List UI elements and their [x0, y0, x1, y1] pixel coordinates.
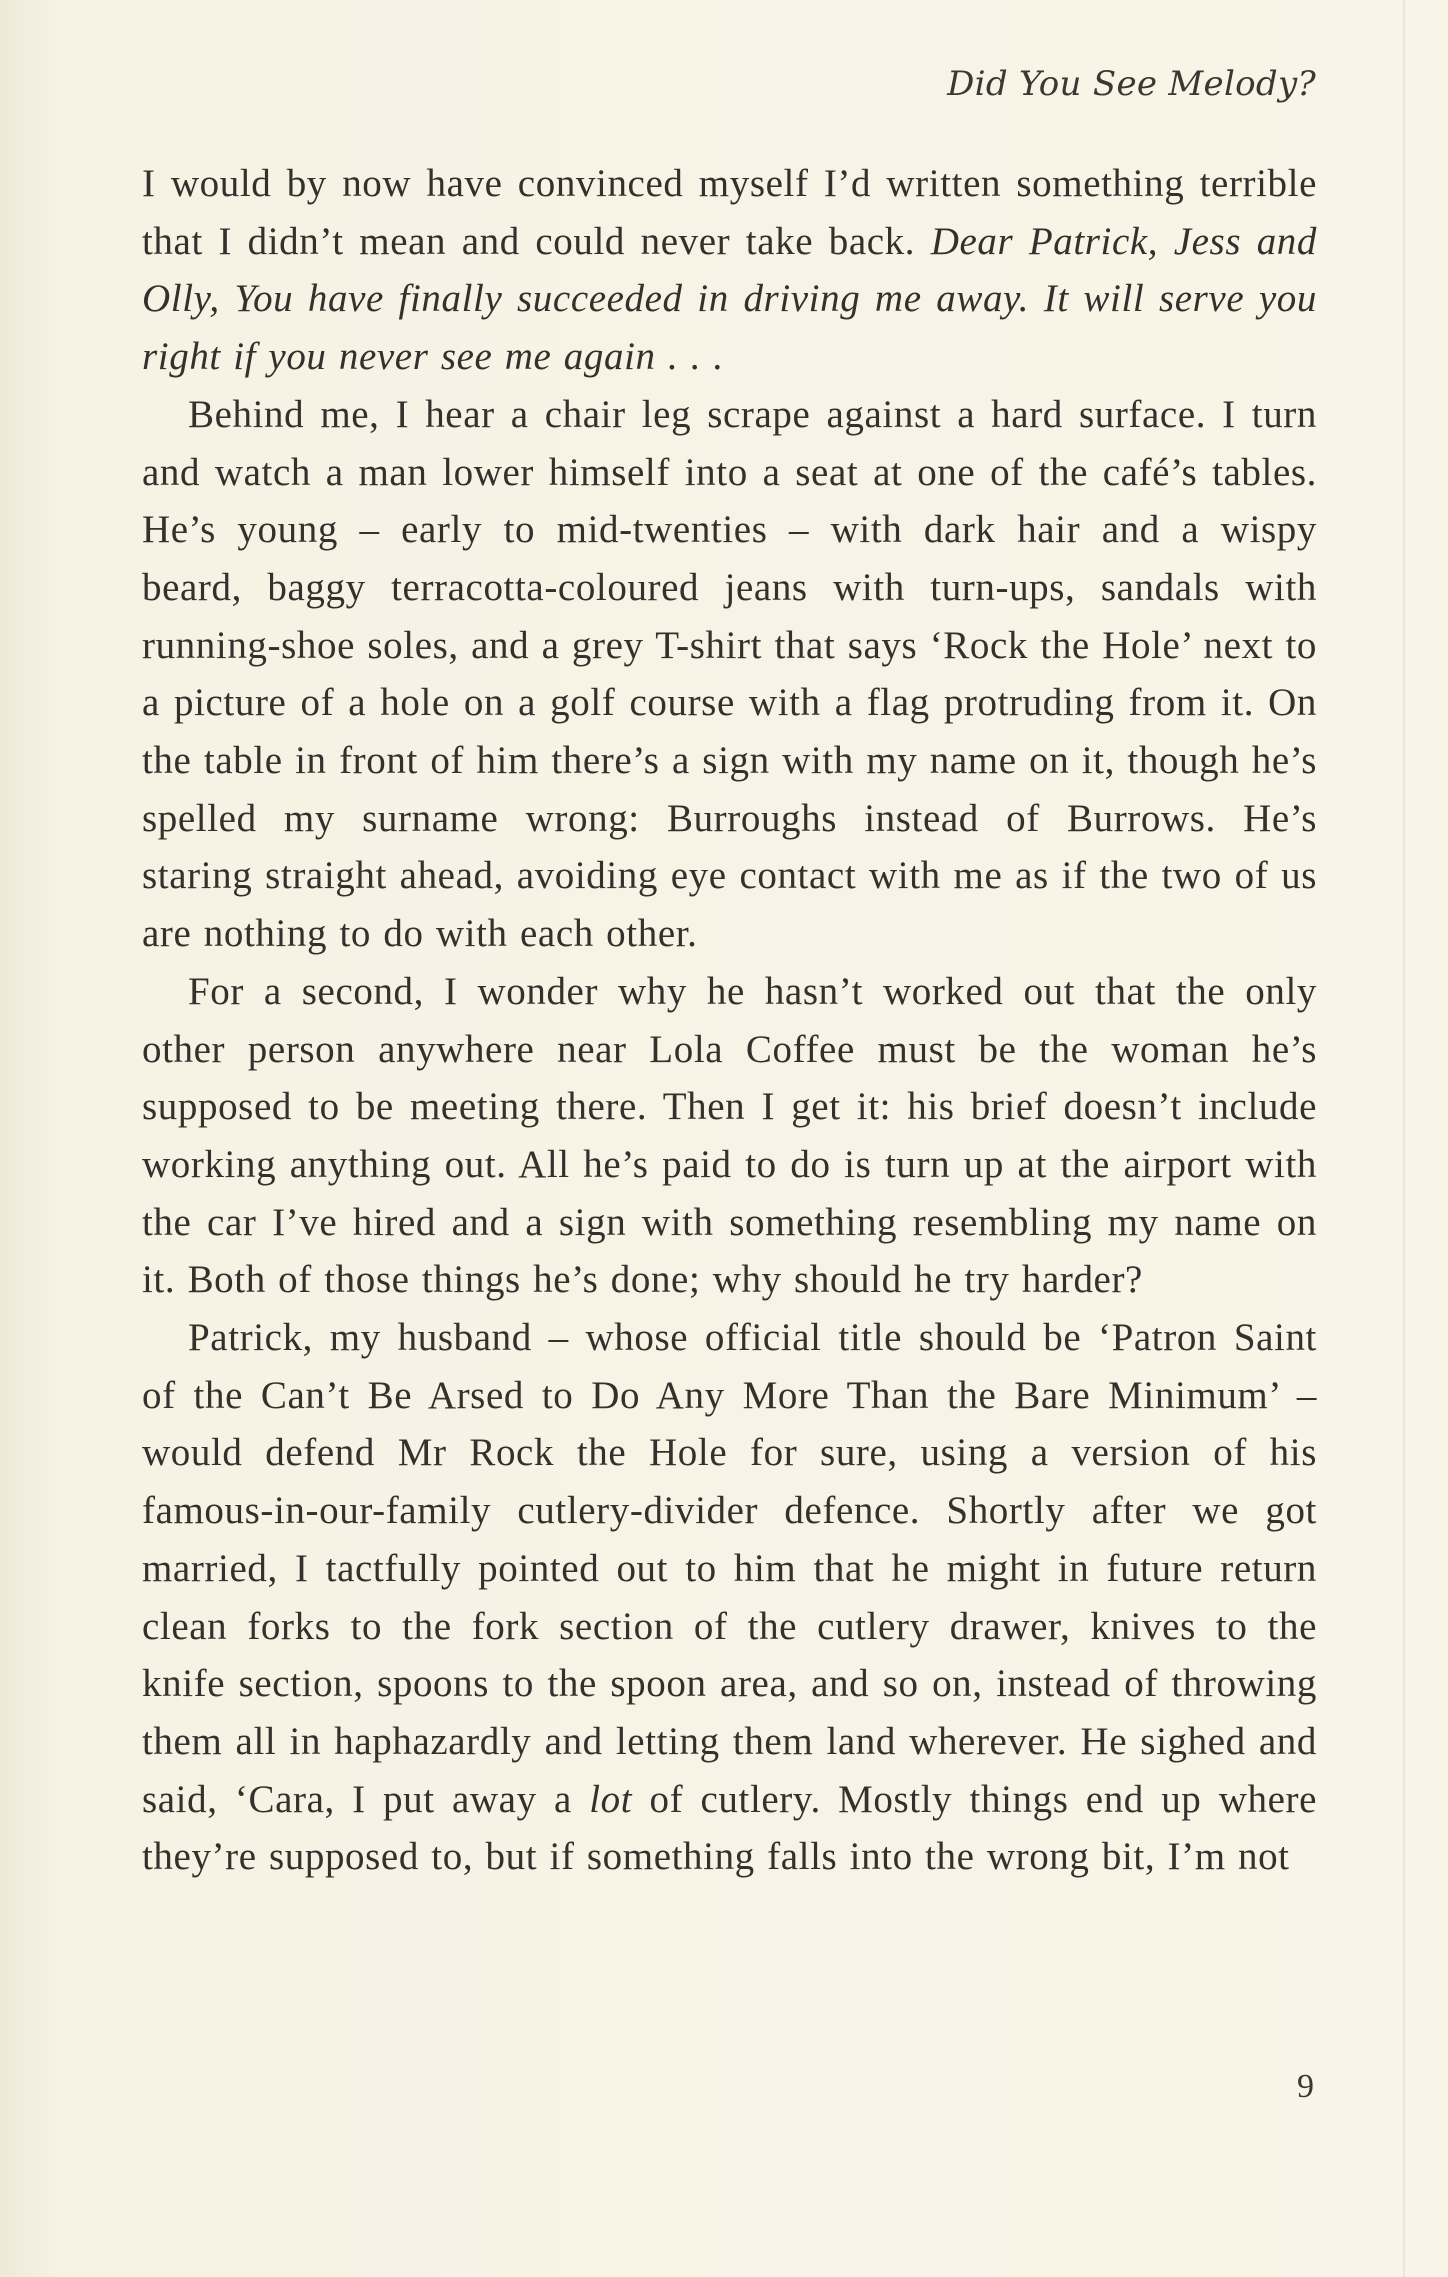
- paragraph-4-text-start: Patrick, my husband – whose official title should be ‘Patron Saint of the Can’t Be Arsed to Do Any More Than the Bare Minimum’ – would defend Mr Rock the Hole for sure, using a version of his famous-in-our-family cutlery-divider defence. Shortly after we got married, I tactfully pointed out to him that he might in future return clean forks to the fork section of the cutlery drawer, knives to the knife section, spoons to the spoon area, and so on, instead of throwing them all in haphazardly and letting them land wherever. He sighed and said, ‘Cara, I put away a: [142, 1316, 1317, 1821]
- paragraph-1: [142, 155, 1317, 386]
- page-edge-shadow: [1403, 0, 1405, 2277]
- paragraph-4-emphasis: lot: [589, 1777, 633, 1821]
- paragraph-1-italic-letter: Dear Patrick, Jess and Olly, You have finally succeeded in driving me away. It will serve you right if you never see me again . . .: [142, 219, 1317, 379]
- paragraph-4-text-end: of cutlery. Mostly things end up where they’re supposed to, but if something falls into the wrong bit, I’m not: [142, 1777, 1317, 1879]
- paragraph-2: Behind me, I hear a chair leg scrape against a hard surface. I turn and watch a man lower himself into a seat at one of the café’s tables. He’s young – early to mid-twenties – with dark hair and a wispy beard, baggy terracotta-coloured jeans with turn-ups, sandals with running-shoe soles, and a grey T-shirt that says ‘Rock the Hole’ next to a picture of a hole on a golf course with a flag protruding from it. On the table in front of him there’s a sign with my name on it, though he’s spelled my surname wrong: Burroughs instead of Burrows. He’s staring straight ahead, avoiding eye contact with me as if the two of us are nothing to do with each other.: [142, 392, 1317, 956]
- paragraph-3: For a second, I wonder why he hasn’t worked out that the only other person anywhere near Lola Coffee must be the woman he’s supposed to be meeting there. Then I get it: his brief doesn’t include working anything out. All he’s paid to do is turn up at the airport with the car I’ve hired and a sign with something resembling my name on it. Both of those things he’s done; why should he try harder?: [142, 969, 1317, 1302]
- body-text: [142, 155, 1317, 1886]
- running-head: Did You See Melody?: [947, 64, 1316, 104]
- paragraph-1-text: I would by now have convinced myself I’d written something terrible that I didn’t mean and could never take back.: [142, 162, 1317, 263]
- paragraph-4: [142, 1309, 1317, 1886]
- page-number: 9: [1297, 2068, 1314, 2105]
